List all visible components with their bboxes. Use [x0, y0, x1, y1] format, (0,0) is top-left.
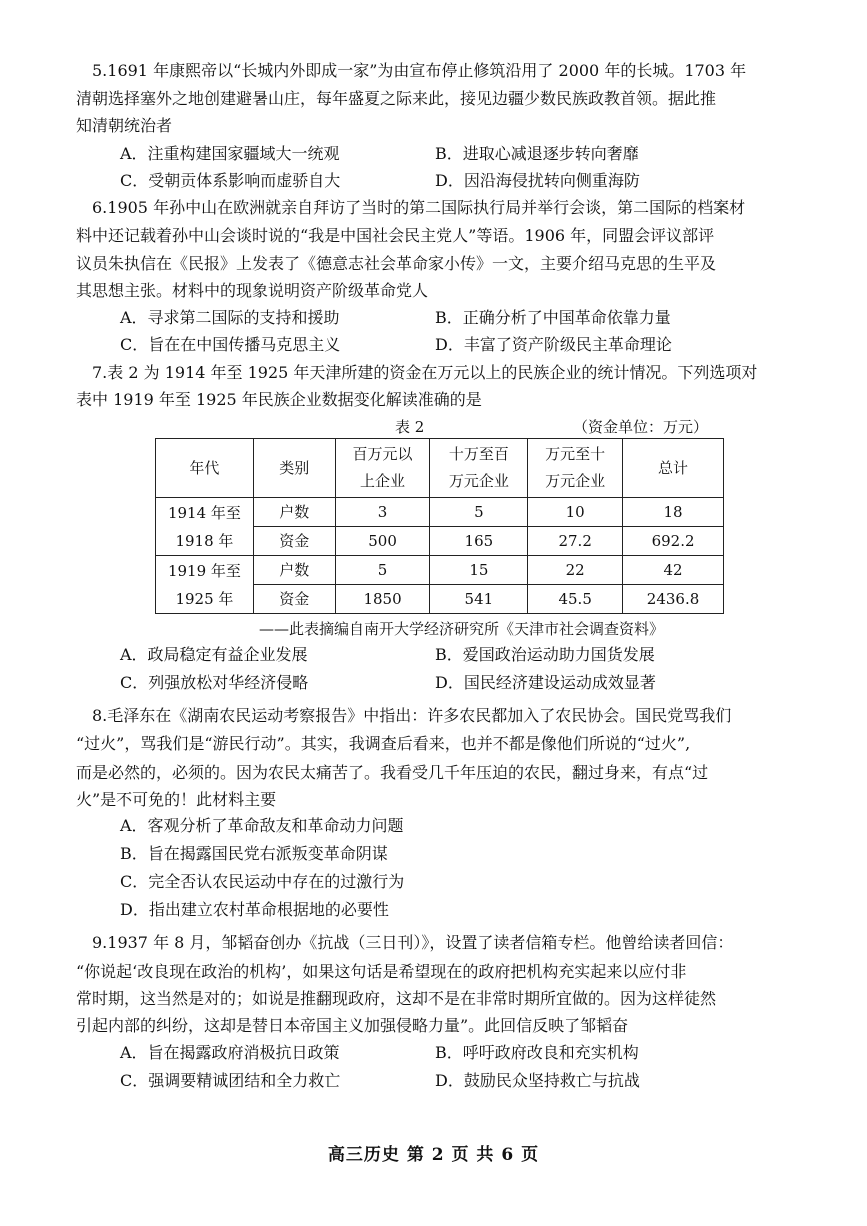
q7-stem-line-1: 7.表 2 为 1914 年至 1925 年天津所建的资金在万元以上的民族企业的统计情况。下列选项对 — [92, 363, 758, 382]
header-category: 类别 — [253, 439, 335, 498]
value-cell: 5 — [430, 498, 528, 527]
q6-option-c: C．旨在在中国传播马克思主义 — [120, 335, 341, 354]
q5-option-a: A．注重构建国家疆域大一统观 — [120, 144, 340, 163]
q8-option-a: A．客观分析了革命敌友和革命动力问题 — [120, 816, 404, 835]
header-period: 年代 — [156, 439, 254, 498]
q9-stem-line-2: “你说起‘改良现在政治的机构’，如果这句话是希望现在的政府把机构充实起来以应付非 — [76, 962, 687, 981]
q8-stem-line-3: 而是必然的，必须的。因为农民太痛苦了。我看受几千年压迫的农民，翻过身来，有点“过 — [76, 763, 709, 782]
category-cell: 资金 — [253, 527, 335, 556]
table-caption: 表 2 — [395, 418, 425, 436]
q7-option-a: A．政局稳定有益企业发展 — [120, 645, 308, 664]
q6-stem-line-1: 6.1905 年孙中山在欧洲就亲自拜访了当时的第二国际执行局并举行会谈，第二国际的档案材 — [92, 198, 746, 217]
q8-stem-line-2: “过火”，骂我们是“游民行动”。其实，我调查后看来，也并不都是像他们所说的“过火”, — [76, 734, 691, 753]
value-cell: 18 — [623, 498, 724, 527]
header-million-plus: 百万元以 上企业 — [335, 439, 430, 498]
q5-option-c: C．受朝贡体系影响而虚骄自大 — [120, 171, 341, 190]
q8-option-b: B．旨在揭露国民党右派叛变革命阴谋 — [120, 844, 388, 863]
q9-stem-line-3: 常时期，这当然是对的；如说是推翻现政府，这却不是在非常时期所宜做的。因为这样徒然 — [76, 989, 717, 1008]
q9-option-a: A．旨在揭露政府消极抗日政策 — [120, 1043, 340, 1062]
header-10k-100k: 万元至十 万元企业 — [528, 439, 623, 498]
enterprise-table — [155, 438, 724, 614]
period-cell: 1914 年至 1918 年 — [156, 498, 254, 556]
value-cell: 2436.8 — [623, 585, 724, 614]
table-unit-note: （资金单位：万元） — [573, 418, 709, 436]
q8-stem-line-1: 8.毛泽东在《湖南农民运动考察报告》中指出：许多农民都加入了农民协会。国民党骂我们 — [92, 706, 732, 725]
q5-stem-line-2: 清朝选择塞外之地创建避暑山庄，每年盛夏之际来此，接见边疆少数民族政教首领。据此推 — [76, 89, 717, 108]
q5-option-b: B．进取心减退逐步转向奢靡 — [435, 144, 639, 163]
value-cell: 10 — [528, 498, 623, 527]
value-cell: 500 — [335, 527, 430, 556]
category-cell: 户数 — [253, 498, 335, 527]
table-source: ——此表摘编自南开大学经济研究所《天津市社会调查资料》 — [259, 620, 665, 638]
table-row — [156, 498, 724, 527]
value-cell: 5 — [335, 556, 430, 585]
q6-option-b: B．正确分析了中国革命依靠力量 — [435, 308, 671, 327]
q7-option-d: D．国民经济建设运动成效显著 — [435, 673, 656, 692]
q5-option-d: D．因沿海侵扰转向侧重海防 — [435, 171, 640, 190]
q7-stem-line-2: 表中 1919 年至 1925 年民族企业数据变化解读准确的是 — [76, 390, 482, 409]
q9-option-b: B．呼吁政府改良和充实机构 — [435, 1043, 639, 1062]
header-100k-1m: 十万至百 万元企业 — [430, 439, 528, 498]
value-cell: 692.2 — [623, 527, 724, 556]
q6-stem-line-2: 料中还记载着孙中山会谈时说的“我是中国社会民主党人”等语。1906 年，同盟会评议部评 — [76, 226, 715, 245]
q6-stem-line-4: 其思想主张。材料中的现象说明资产阶级革命党人 — [76, 281, 429, 300]
q7-option-c: C．列强放松对华经济侵略 — [120, 673, 309, 692]
page-footer: 高三历史 第 2 页 共 6 页 — [327, 1145, 540, 1165]
header-total: 总计 — [623, 439, 724, 498]
value-cell: 22 — [528, 556, 623, 585]
q6-stem-line-3: 议员朱执信在《民报》上发表了《德意志社会革命家小传》一文，主要介绍马克思的生平及 — [76, 254, 717, 273]
q9-stem-line-1: 9.1937 年 8 月，邹韬奋创办《抗战（三日刊）》，设置了读者信箱专栏。他曾给读者回信： — [92, 933, 734, 952]
value-cell: 45.5 — [528, 585, 623, 614]
value-cell: 15 — [430, 556, 528, 585]
q5-stem-line-3: 知清朝统治者 — [76, 116, 173, 135]
table-header-row — [156, 439, 724, 498]
value-cell: 27.2 — [528, 527, 623, 556]
q6-option-d: D．丰富了资产阶级民主革命理论 — [435, 335, 672, 354]
q8-stem-line-4: 火”是不可免的！此材料主要 — [76, 790, 277, 809]
q8-option-d: D．指出建立农村革命根据地的必要性 — [120, 900, 389, 919]
q6-option-a: A．寻求第二国际的支持和援助 — [120, 308, 340, 327]
value-cell: 541 — [430, 585, 528, 614]
q9-option-d: D．鼓励民众坚持救亡与抗战 — [435, 1071, 640, 1090]
period-cell: 1919 年至 1925 年 — [156, 556, 254, 614]
q7-option-b: B．爱国政治运动助力国货发展 — [435, 645, 655, 664]
value-cell: 42 — [623, 556, 724, 585]
table-row — [156, 556, 724, 585]
q5-stem-line-1: 5.1691 年康熙帝以“长城内外即成一家”为由宣布停止修筑沿用了 2000 年的长城。1703 年 — [92, 61, 747, 80]
q9-stem-line-4: 引起内部的纠纷，这却是替日本帝国主义加强侵略力量”。此回信反映了邹韬奋 — [76, 1016, 629, 1035]
value-cell: 1850 — [335, 585, 430, 614]
value-cell: 3 — [335, 498, 430, 527]
value-cell: 165 — [430, 527, 528, 556]
category-cell: 资金 — [253, 585, 335, 614]
category-cell: 户数 — [253, 556, 335, 585]
q8-option-c: C．完全否认农民运动中存在的过激行为 — [120, 872, 405, 891]
q9-option-c: C．强调要精诚团结和全力救亡 — [120, 1071, 341, 1090]
